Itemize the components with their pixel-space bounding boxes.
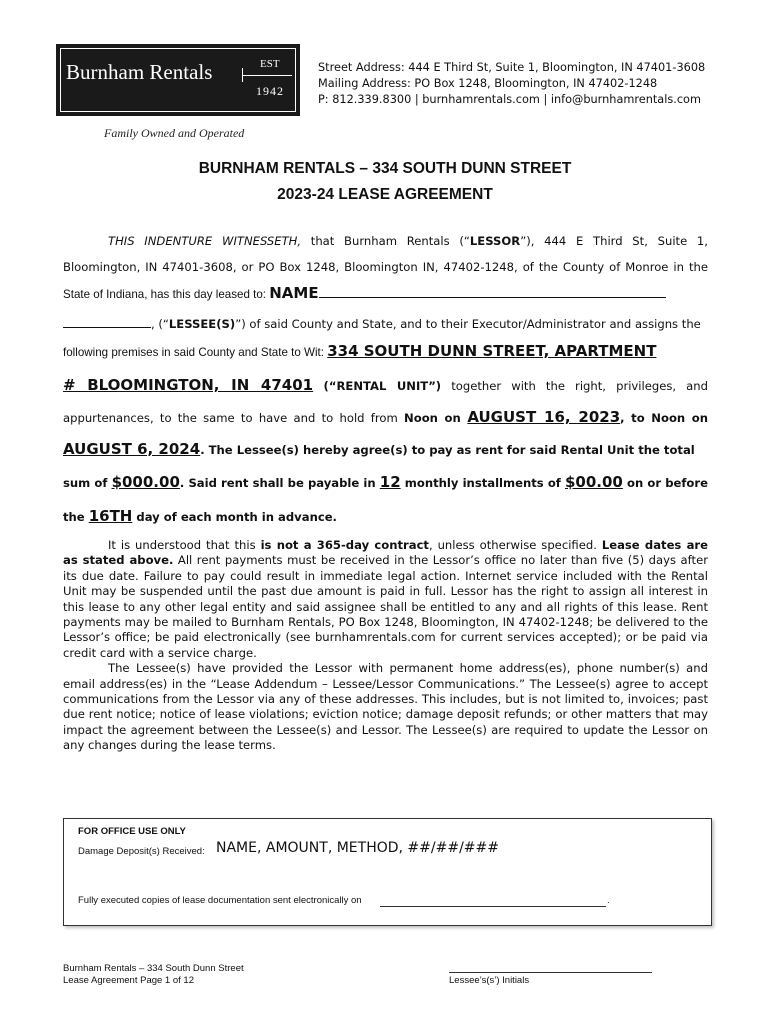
- terms-section: [63, 538, 708, 754]
- text: that Burnham Rentals (“: [301, 234, 470, 248]
- text: following premises in said County and State to Wit:: [63, 346, 328, 359]
- lease-dates-note: Lease dates are as stated above.: [63, 538, 709, 568]
- initials-rule: [449, 972, 652, 973]
- logo-name: Burnham Rentals: [66, 60, 213, 84]
- initials-label: Lessee’s(s’) Initials: [449, 975, 530, 986]
- text: . The Lessee(s) hereby agree(s) to pay as rent for said Rental Unit the total: [200, 443, 695, 457]
- lessee-label: LESSEE(S): [168, 317, 236, 331]
- text: ”) of said County and State, and to their Executor/Administrator and assigns the: [235, 317, 701, 331]
- agreement-line-3: [63, 284, 708, 302]
- contact-block: [318, 60, 705, 108]
- text: It is understood that this: [108, 538, 261, 552]
- text: day of each month in advance.: [132, 510, 337, 524]
- text: , (“: [151, 317, 169, 331]
- terms-paragraph-1: [63, 538, 708, 661]
- footer-left: [63, 963, 244, 987]
- agreement-line-9: [63, 473, 708, 491]
- deposit-value: NAME, AMOUNT, METHOD, ##/##/###: [216, 840, 499, 856]
- installment-count: 12: [379, 473, 401, 491]
- agreement-line-4: [63, 317, 708, 331]
- text: ”), 444 E Third St, Suite 1,: [520, 234, 708, 248]
- text: . Said rent shall be payable in: [179, 476, 380, 490]
- noon-label: Noon on: [404, 411, 468, 425]
- mailing-address: Mailing Address: PO Box 1248, Bloomington, IN 47402-1248: [318, 77, 658, 90]
- rental-unit-label: (“RENTAL UNIT”): [313, 379, 442, 393]
- text: monthly installments of: [400, 476, 565, 490]
- office-heading: FOR OFFICE USE ONLY: [78, 826, 186, 837]
- indenture-phrase: THIS INDENTURE WITNESSETH,: [108, 234, 302, 248]
- agreement-line-8: [63, 440, 708, 458]
- total-rent: $000.00: [111, 473, 180, 491]
- text: appurtenances, to the same to have and to hold from: [63, 411, 405, 425]
- lease-end-date: AUGUST 6, 2024: [63, 440, 201, 458]
- logo-est: EST: [260, 58, 280, 70]
- agreement-line-2: Bloomington, IN 47401-3608, or PO Box 1248, Bloomington IN, 47402-1248, of the County of Monroe in the: [63, 260, 708, 274]
- agreement-line-1: [63, 234, 708, 248]
- text: the: [63, 510, 89, 524]
- deposit-label: Damage Deposit(s) Received:: [78, 846, 205, 857]
- lessor-label: LESSOR: [469, 234, 521, 248]
- agreement-line-10: [63, 507, 708, 525]
- text: , to Noon on: [620, 411, 708, 425]
- sent-end: .: [607, 895, 610, 906]
- terms-paragraph-2: The Lessee(s) have provided the Lessor with permanent home address(es), phone number(s) and email address(es) in the “Lease Addendum – Lessee/Lessor Communications.” The Lessee(s) agree to accept communications from the Lessor via any of these addresses. This includes, but is not limited to, invoices; past due rent notice; notice of lease violations; eviction notice; damage deposit refunds; or other matters that may impact the agreement between the Lessee(s) and Lessor. The Lessee(s) are required to update the Lessor on any changes during the lease terms.: [63, 661, 708, 753]
- installment-amount: $00.00: [564, 473, 623, 491]
- street-address: Street Address: 444 E Third St, Suite 1, Bloomington, IN 47401-3608: [318, 61, 706, 74]
- not-365-day: is not a 365-day contract: [260, 538, 429, 552]
- text: , unless otherwise specified.: [428, 538, 602, 552]
- text: State of Indiana, has this day leased to:: [63, 288, 270, 301]
- lessee-name-rule: [319, 297, 666, 298]
- text: All rent payments must be received in the Lessor’s office no later than five (5) days after its due date. Failure to pay could result in immediate legal action. Internet service included with the Rental Unit may be suspended until the past due amount is paid in full. Lessor has the right to assign all interest in this lease to any other legal entity and said assignee shall be entitled to any and all rights of this lease. Rent payments may be mailed to Burnham Rentals, PO Box 1248, Bloomington, IN 47402-1248; be delivered to the Lessor’s office; be paid electronically (see burnhamrentals.com for current services accepted); or be paid via credit card with a service charge.: [63, 553, 708, 660]
- premises-city: # BLOOMINGTON, IN 47401: [63, 376, 314, 394]
- document-title-line2: 2023-24 LEASE AGREEMENT: [277, 186, 493, 203]
- lease-start-date: AUGUST 16, 2023: [467, 408, 621, 426]
- lessee-name-rule-cont: [63, 327, 151, 328]
- footer-page: Lease Agreement Page 1 of 12: [63, 975, 194, 986]
- sent-date-rule: [380, 906, 606, 907]
- agreement-line-5: [63, 342, 708, 360]
- document-title-line1: BURNHAM RENTALS – 334 SOUTH DUNN STREET: [198, 160, 572, 177]
- premises-address: 334 SOUTH DUNN STREET, APARTMENT: [327, 342, 657, 360]
- logo-divider-line: [242, 75, 292, 76]
- sent-label: Fully executed copies of lease documentation sent electronically on: [78, 895, 362, 906]
- lessee-name: NAME: [269, 284, 319, 302]
- text: on or before: [622, 476, 708, 490]
- contact-line: P: 812.339.8300 | burnhamrentals.com | info@burnhamrentals.com: [318, 93, 701, 106]
- tagline: Family Owned and Operated: [104, 126, 245, 140]
- company-logo: [56, 44, 300, 116]
- logo-year: 1942: [256, 84, 284, 98]
- text: together with the right, privileges, and: [441, 379, 708, 393]
- text: sum of: [63, 476, 112, 490]
- agreement-line-6: [63, 376, 708, 394]
- footer-line-1: Burnham Rentals – 334 South Dunn Street: [63, 963, 244, 974]
- office-use-box: [63, 818, 712, 926]
- due-day: 16TH: [88, 507, 133, 525]
- agreement-line-7: [63, 408, 708, 426]
